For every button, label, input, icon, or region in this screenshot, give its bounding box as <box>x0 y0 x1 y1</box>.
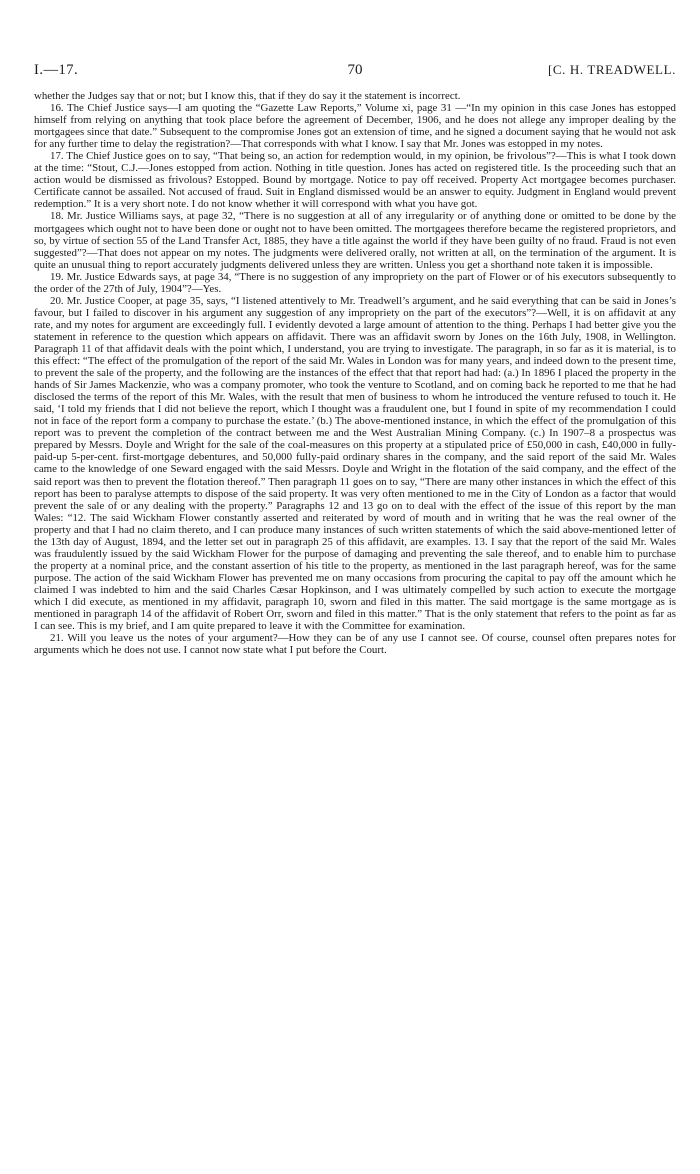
page-header <box>34 62 676 84</box>
paragraph-16: 16. The Chief Justice says—I am quoting the “Gazette Law Reports,” Volume xi, page 31 —“In my opinion in this case Jones has estopped himself from relying on anything that took place before the agreement of December, 1906, and he does not allege any improper dealing by the mortgagees since that date.” Subsequent to the compromise Jones got an extension of time, and he signed a document saying that he would not ask for any further time to delay the registration?—That corresponds with what I know. I say that Mr. Jones was estopped in my notes. <box>34 102 676 151</box>
witness-name: [C. H. TREADWELL. <box>547 62 676 77</box>
paragraph-21: 21. Will you leave us the notes of your argument?—How they can be of any use I cannot see. Of course, counsel often prepares notes for arguments which he does not use. I cannot now state what I put before the Court. <box>34 632 676 657</box>
paragraph-18: 18. Mr. Justice Williams says, at page 32, “There is no suggestion at all of any irregularity or of anything done or omitted to be done by the mortgagees which ought not to have been done or ought not to have been omitted. The mortgagees therefore became the registered proprietors, and so, by virtue of section 55 of the Land Transfer Act, 1885, they have a title against the world if they have been guilty of no fraud. Fraud is not even suggested”?—That does not appear on my notes. The judgments were delivered orally, not written at all, on the termination of the argument. It is quite an unusual thing to report accurately judgments delivered unless they are written. Unless you get a shorthand note taken it is impossible. <box>34 210 676 271</box>
document-body <box>34 90 676 656</box>
paragraph-20: 20. Mr. Justice Cooper, at page 35, says, “I listened attentively to Mr. Treadwell’s argument, and he said everything that can be said in Jones’s favour, but I failed to discover in his argument any suggestion of any impropriety on the part of the executors”?—Well, it is on affidavit at any rate, and my notes for argument are exceedingly full. I evidently devoted a large amount of attention to the thing. Perhaps I had better give you the statement in reference to the question which appears on affidavit. There was an affidavit sworn by Jones on the 16th July, 1908, in Wellington. Paragraph 11 of that affidavit deals with the point which, I understand, you are trying to investigate. The paragraph, in so far as it is material, is to this effect: “The effect of the promulgation of the report of the said Mr. Wales in London was for many years, and indeed down to the present time, to prevent the sale of the property, and the following are the instances of the effect that that report had had: (a.) In 1896 I placed the property in the hands of Sir James Mackenzie, who was a company promoter, who took the venture to Scotland, and on coming back he reported to me that he had disclosed the terms of the report of this Mr. Wales, with the result that men of business to whom he introduced the venture refused to touch it. He said, ‘I told my friends that I did not believe the report, which I thought was a fraudulent one, but I found in spite of my recommendation I could not in face of the report form a company to purchase the estate.’ (b.) The above-mentioned instance, in which the effect of the promulgation of this report was to prevent the completion of the contract between me and the West Australian Mining Company. (c.) In 1907–8 a prospectus was prepared by Messrs. Doyle and Wright for the sale of the coal-measures on this property at a stipulated price of £50,000 in cash, £40,000 in fully-paid-up 5-per-cent. first-mortgage debentures, and 50,000 fully-paid ordinary shares in the company, and the said report of the said Mr. Wales came to the knowledge of one Seward engaged with the said Messrs. Doyle and Wright in the flotation of the said company, and the effect of the said report was then to prevent the flotation thereof.” Then paragraph 11 goes on to say, “There are many other instances in which the effect of this report has been to paralyse attempts to dispose of the said property. It was very often mentioned to me in the City of London as a factor that would prevent the sale of or any dealing with the property.” Paragraphs 12 and 13 go on to deal with the effect of the issue of this report by the man Wales: “12. The said Wickham Flower constantly asserted and reiterated by word of mouth and in writing that he was the real owner of the property and that I had no claim thereto, and I can produce many instances of such written statements of which the said above-mentioned letter of the 13th day of August, 1894, and the letter set out in paragraph 25 of this affidavit, are examples. 13. I say that the report of the said Mr. Wales was fraudulently issued by the said Wickham Flower for the purpose of damaging and preventing the sale thereof, and to enable him to purchase the property at a nominal price, and the constant assertion of his title to the property, as mentioned in the last paragraph hereof, was for the same purpose. The action of the said Wickham Flower has prevented me on many occasions from procuring the capital to pay off the amount which he claimed I was indebted to him and the said Charles Cæsar Hopkinson, and I was ultimately compelled by such action to execute the mortgage which I did execute, as mentioned in my affidavit, paragraph 10, sworn and filed in this matter. The said mortgage is the same mortgage as is mentioned in paragraph 14 of the affidavit of Robert Orr, sworn and filed in this matter.” That is the only statement that refers to the point as far as I can see. This is my brief, and I am quite prepared to leave it with the Committee for examination. <box>34 294 676 633</box>
paper-reference: I.—17. <box>34 62 79 78</box>
paragraph-continuation: whether the Judges say that or not; but I know this, that if they do say it the statement is incorrect. <box>34 90 461 102</box>
paragraph-19: 19. Mr. Justice Edwards says, at page 34, “There is no suggestion of any impropriety on the part of Flower or of his executors subsequently to the order of the 27th of July, 1904”?—Yes. <box>34 270 676 295</box>
paragraph-17: 17. The Chief Justice goes on to say, “That being so, an action for redemption would, in my opinion, be frivolous”?—This is what I took down at the time: “Stout, C.J.—Jones estopped from action. Nothing in title question. Jones has acted on registered title. Is the proceeding such that an action would be dismissed as frivolous? Estopped. Bound by mortgage. Notice to pay off received. Property Act mortgagee becomes purchaser. Certificate cannot be assailed. Not accused of fraud. Suit in England dismissed would be an answer to equity. Judgment in England would prevent redemption.” It is a very short note. I do not know whether it will correspond with what you have got. <box>34 150 676 211</box>
page-number: 70 <box>347 62 363 78</box>
